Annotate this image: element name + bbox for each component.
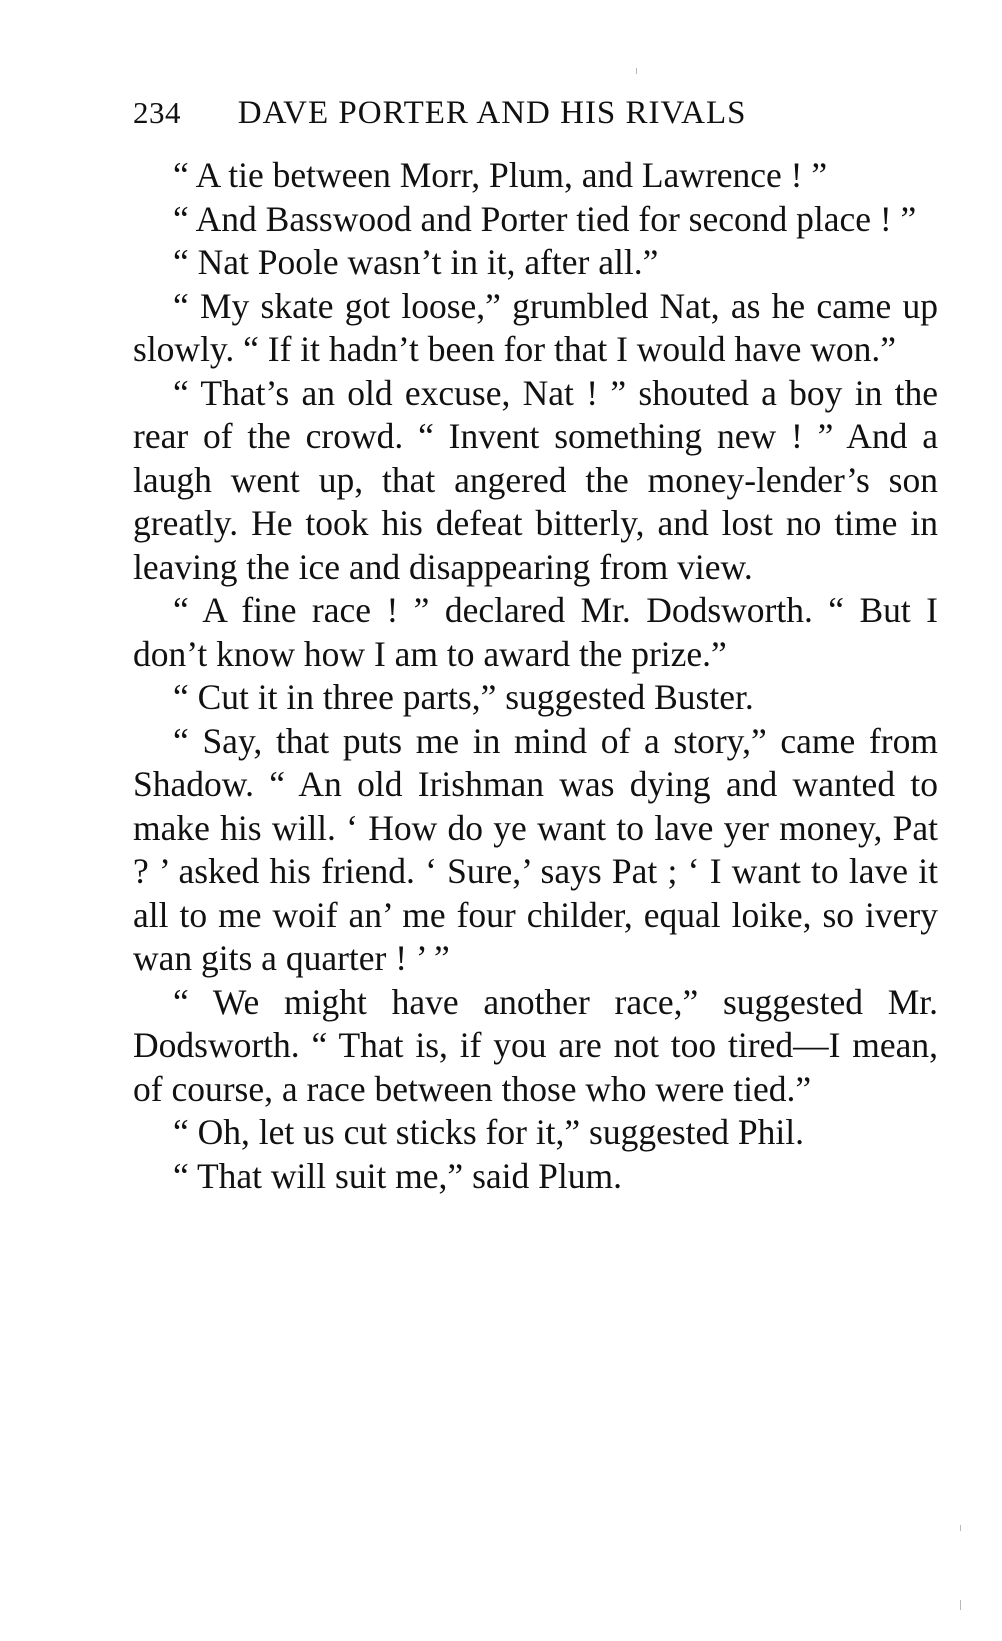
paragraph: “ That’s an old excuse, Nat ! ” shouted a boy in the rear of the crowd. “ Invent something new ! ” And a laugh went up, that angered the money-lender’s son greatly. He took his defeat bitterly, and lost no time in leaving the ice and disappearing from view. bbox=[133, 372, 938, 587]
paragraph: “ That will suit me,” said Plum. bbox=[173, 1155, 622, 1196]
paragraph: “ My skate got loose,” grumbled Nat, as he came up slowly. “ If it hadn’t been for that I would have won.” bbox=[133, 285, 938, 369]
paragraph: “ And Basswood and Porter tied for second place ! ” bbox=[173, 198, 917, 239]
book-title: DAVE PORTER AND HIS RIVALS bbox=[237, 95, 747, 131]
running-head bbox=[133, 92, 833, 134]
body-text bbox=[133, 154, 938, 1198]
scan-speck bbox=[960, 1525, 961, 1531]
paragraph: “ Nat Poole wasn’t in it, after all.” bbox=[173, 242, 659, 282]
scan-speck bbox=[960, 1600, 961, 1610]
paragraph: “ Cut it in three parts,” suggested Buster. bbox=[173, 677, 754, 717]
paragraph: “ Oh, let us cut sticks for it,” suggested Phil. bbox=[173, 1112, 805, 1152]
page-number: 234 bbox=[133, 95, 181, 130]
paragraph: “ We might have another race,” suggested Mr. Dodsworth. “ That is, if you are not too tired—I mean, of course, a race between those who were tied.” bbox=[133, 981, 938, 1109]
paragraph: “ A tie between Morr, Plum, and Lawrence ! ” bbox=[173, 155, 828, 195]
paragraph: “ A fine race ! ” declared Mr. Dodsworth. “ But I don’t know how I am to award the prize.” bbox=[133, 590, 938, 674]
paragraph: “ Say, that puts me in mind of a story,” came from Shadow. “ An old Irishman was dying and wanted to make his will. ‘ How do ye want to lave yer money, Pat ? ’ asked his friend. ‘ Sure,’ says Pat ; ‘ I want to lave it all to me woif an’ me four childer, equal loike, so ivery wan gits a quarter ! ’ ” bbox=[133, 720, 938, 978]
scan-speck bbox=[636, 68, 637, 74]
